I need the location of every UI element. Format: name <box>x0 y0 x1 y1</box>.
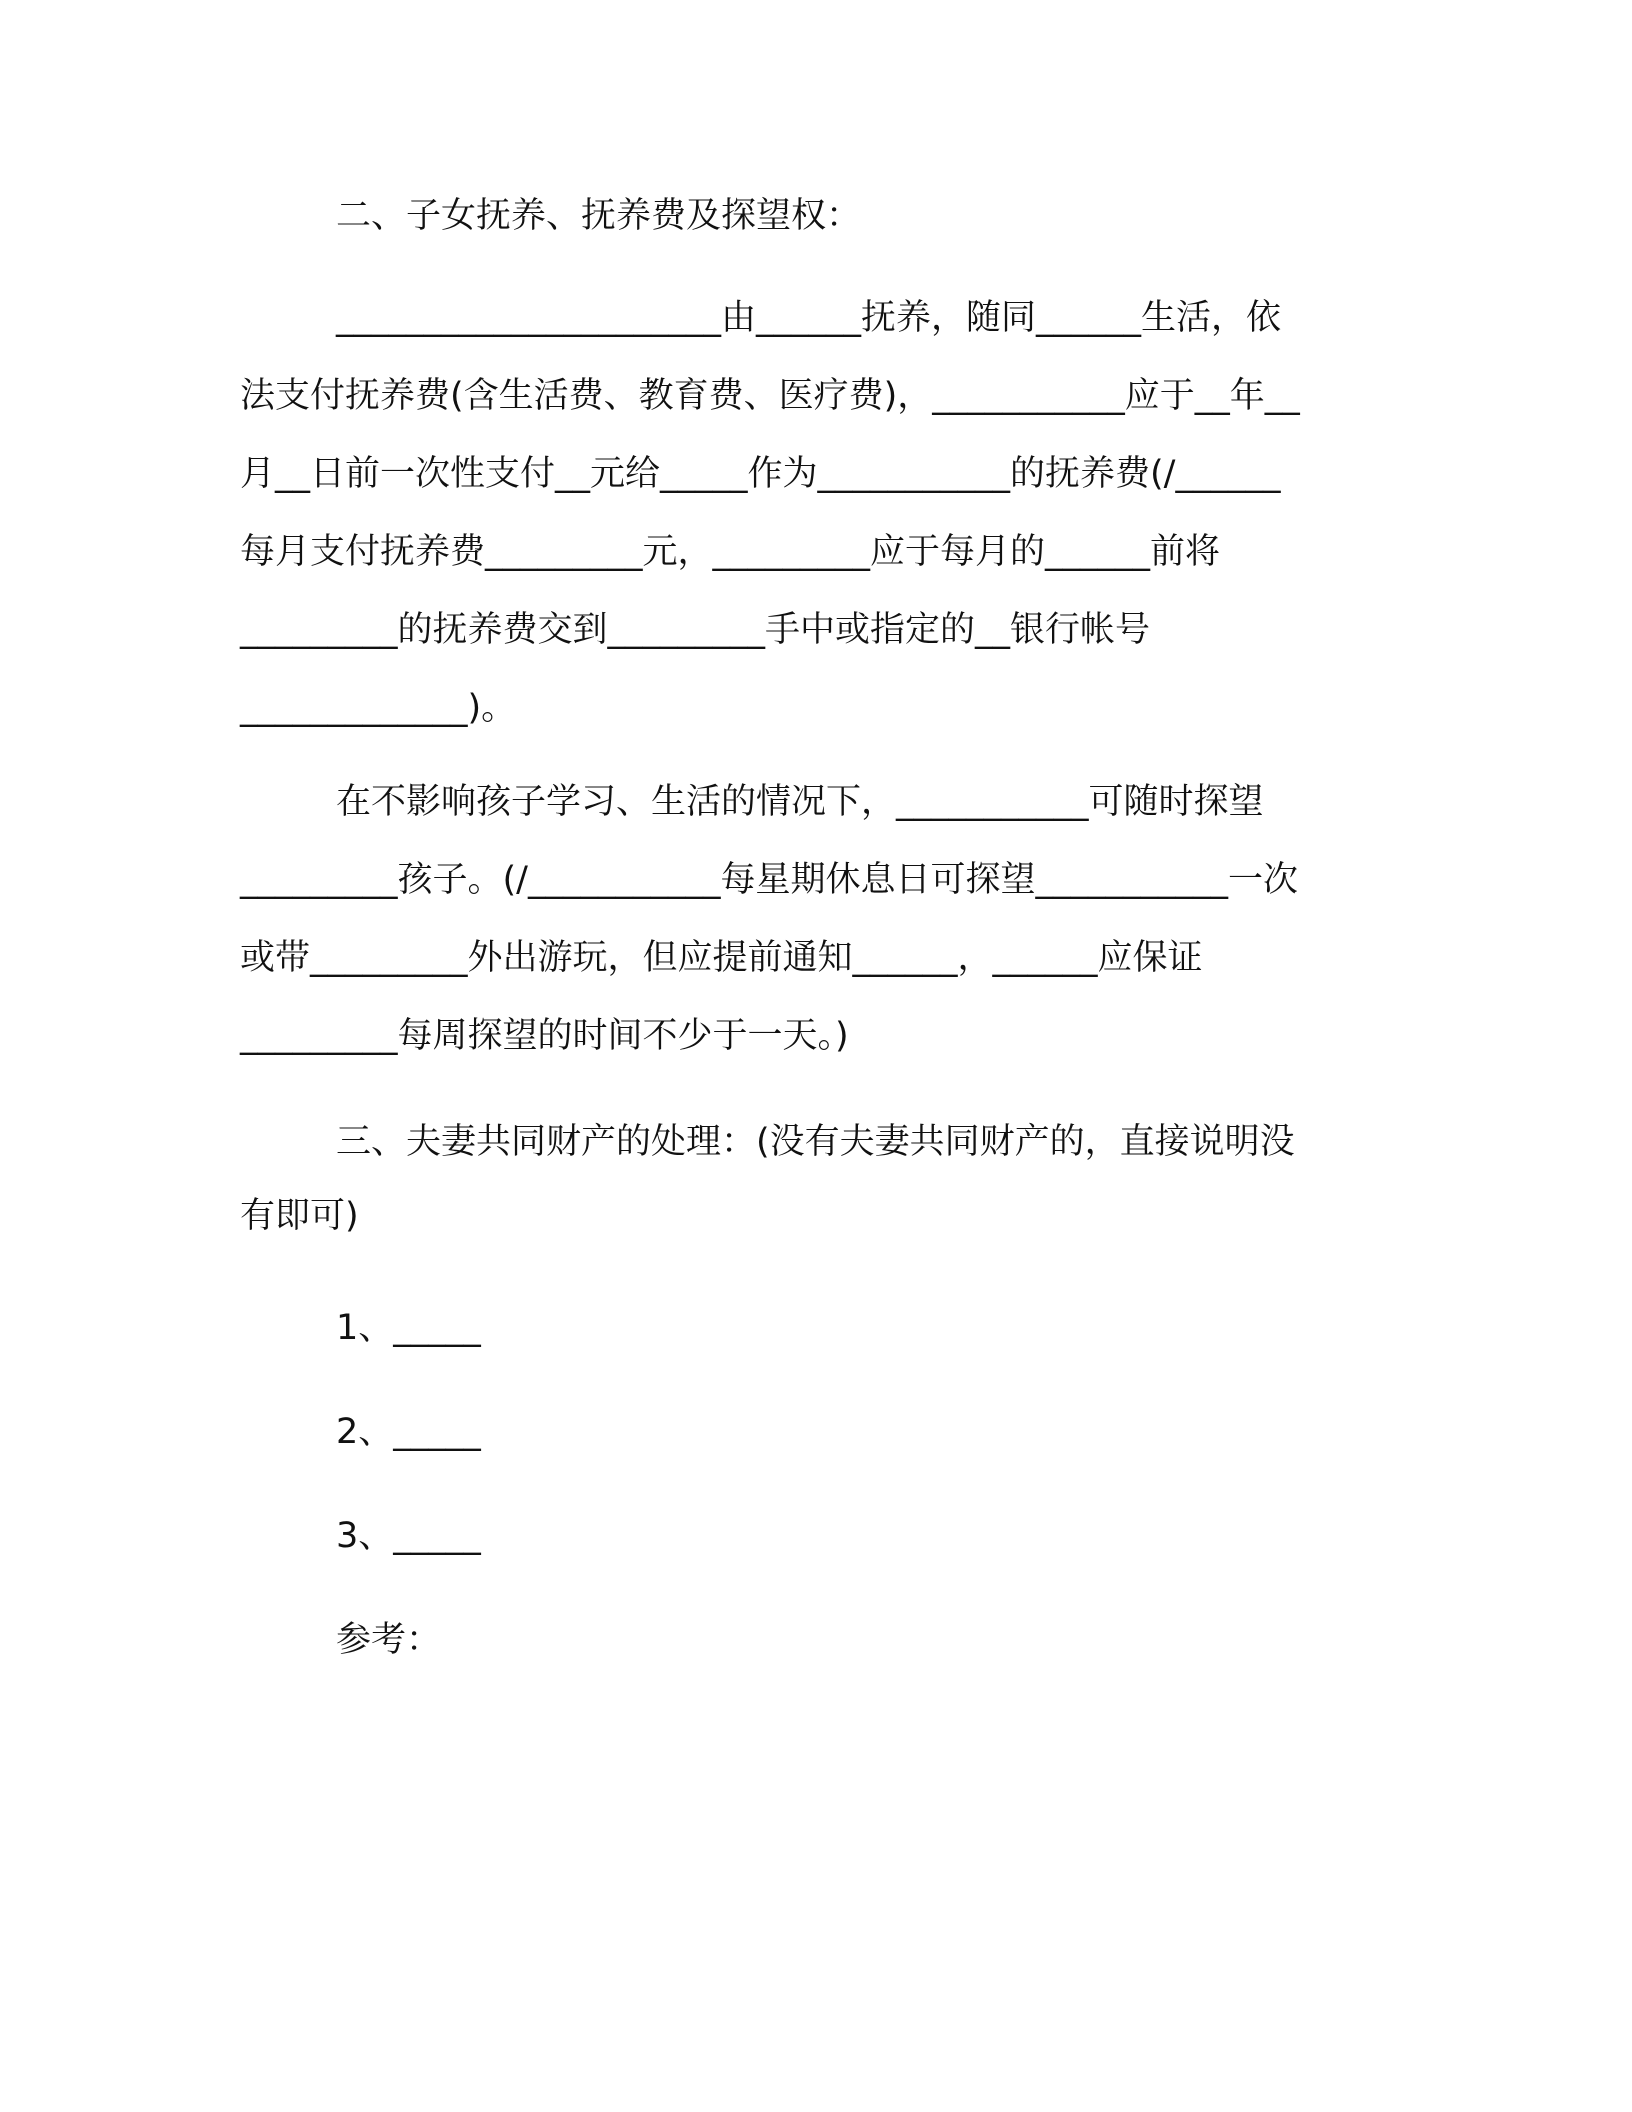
reference-label: 参考： <box>336 1620 442 1660</box>
section2-para2-line3: 或带_________外出游玩，但应提前通知______，______应保证 <box>240 938 1203 978</box>
section3-item-2: 2、_____ <box>336 1412 481 1452</box>
section3-item-1: 1、_____ <box>336 1308 481 1348</box>
section2-para1-line6: _____________)。 <box>240 688 517 728</box>
section2-para1-line2: 法支付抚养费(含生活费、教育费、医疗费)，___________应于__年__ <box>240 376 1300 416</box>
section2-para1-line1: ______________________由______抚养，随同______生活，依 <box>336 298 1282 338</box>
section3-item-3: 3、_____ <box>336 1516 481 1556</box>
section3-heading-line2: 有即可) <box>240 1196 359 1236</box>
section2-para2-line1: 在不影响孩子学习、生活的情况下，___________可随时探望 <box>336 782 1264 822</box>
section3-heading-line1: 三、夫妻共同财产的处理：(没有夫妻共同财产的，直接说明没 <box>336 1122 1295 1162</box>
section2-para1-line4: 每月支付抚养费_________元，_________应于每月的______前将 <box>240 532 1221 572</box>
section2-para1-line5: _________的抚养费交到_________手中或指定的__银行帐号 <box>240 610 1151 650</box>
section2-para1-line3: 月__日前一次性支付__元给_____作为___________的抚养费(/______ <box>240 454 1281 494</box>
section2-para2-line2: _________孩子。(/___________每星期休息日可探望___________一次 <box>240 860 1298 900</box>
section2-heading: 二、子女抚养、抚养费及探望权： <box>336 196 862 236</box>
section2-para2-line4: _________每周探望的时间不少于一天。) <box>240 1016 849 1056</box>
